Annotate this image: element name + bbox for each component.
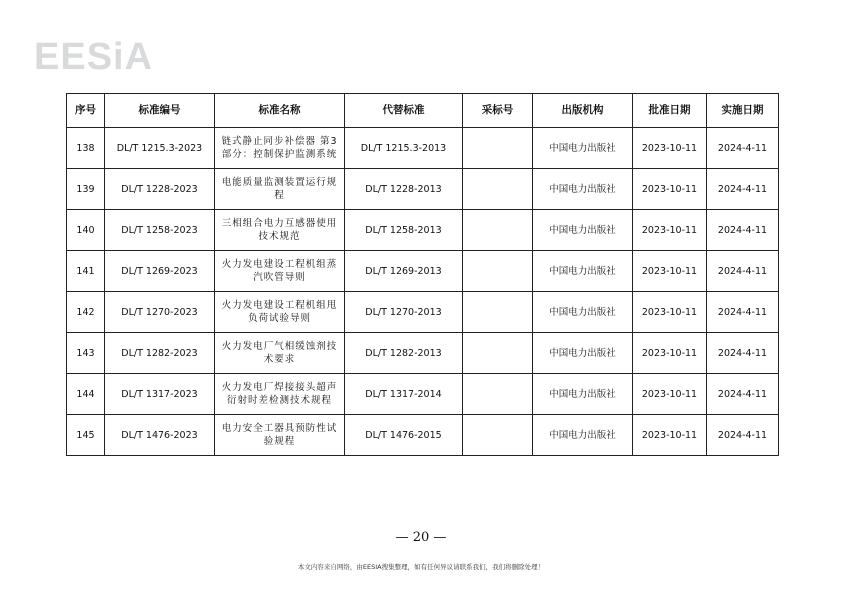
cell-effective: 2024-4-11 xyxy=(707,292,779,333)
cell-effective: 2024-4-11 xyxy=(707,128,779,169)
cell-adopt xyxy=(463,128,533,169)
cell-adopt xyxy=(463,251,533,292)
cell-no: 145 xyxy=(67,415,105,456)
table-row xyxy=(67,251,779,292)
cell-code: DL/T 1228-2023 xyxy=(105,169,215,210)
cell-replaces: DL/T 1317-2014 xyxy=(345,374,463,415)
table-row xyxy=(67,374,779,415)
cell-publisher: 中国电力出版社 xyxy=(533,128,633,169)
table-row xyxy=(67,333,779,374)
cell-name: 火力发电建设工程机组甩负荷试验导则 xyxy=(215,292,345,333)
cell-code: DL/T 1270-2023 xyxy=(105,292,215,333)
cell-replaces: DL/T 1228-2013 xyxy=(345,169,463,210)
cell-approved: 2023-10-11 xyxy=(633,128,707,169)
cell-code: DL/T 1269-2023 xyxy=(105,251,215,292)
cell-effective: 2024-4-11 xyxy=(707,333,779,374)
cell-no: 138 xyxy=(67,128,105,169)
cell-effective: 2024-4-11 xyxy=(707,415,779,456)
cell-name: 火力发电建设工程机组蒸汽吹管导则 xyxy=(215,251,345,292)
cell-publisher: 中国电力出版社 xyxy=(533,292,633,333)
cell-replaces: DL/T 1282-2013 xyxy=(345,333,463,374)
cell-effective: 2024-4-11 xyxy=(707,210,779,251)
cell-replaces: DL/T 1215.3-2013 xyxy=(345,128,463,169)
cell-publisher: 中国电力出版社 xyxy=(533,210,633,251)
cell-no: 142 xyxy=(67,292,105,333)
cell-code: DL/T 1317-2023 xyxy=(105,374,215,415)
cell-no: 144 xyxy=(67,374,105,415)
cell-approved: 2023-10-11 xyxy=(633,210,707,251)
cell-code: DL/T 1215.3-2023 xyxy=(105,128,215,169)
cell-publisher: 中国电力出版社 xyxy=(533,251,633,292)
cell-no: 141 xyxy=(67,251,105,292)
cell-effective: 2024-4-11 xyxy=(707,169,779,210)
cell-adopt xyxy=(463,333,533,374)
cell-name: 火力发电厂焊接接头超声衍射时差检测技术规程 xyxy=(215,374,345,415)
cell-publisher: 中国电力出版社 xyxy=(533,415,633,456)
footer-note: 本文内容来自网络，由EESIA搜集整理，如有任何异议请联系我们，我们将删除处理！ xyxy=(297,563,545,571)
standards-table xyxy=(66,93,779,456)
page-number: — 20 — xyxy=(395,530,447,545)
cell-no: 140 xyxy=(67,210,105,251)
cell-adopt xyxy=(463,292,533,333)
table-row xyxy=(67,169,779,210)
cell-replaces: DL/T 1476-2015 xyxy=(345,415,463,456)
cell-approved: 2023-10-11 xyxy=(633,292,707,333)
cell-publisher: 中国电力出版社 xyxy=(533,333,633,374)
cell-code: DL/T 1282-2023 xyxy=(105,333,215,374)
cell-adopt xyxy=(463,374,533,415)
cell-name: 电能质量监测装置运行规程 xyxy=(215,169,345,210)
header-effective: 实施日期 xyxy=(707,94,779,128)
cell-approved: 2023-10-11 xyxy=(633,374,707,415)
table-header-row xyxy=(67,94,779,128)
cell-effective: 2024-4-11 xyxy=(707,251,779,292)
header-replaces: 代替标准 xyxy=(345,94,463,128)
cell-name: 三相组合电力互感器使用技术规范 xyxy=(215,210,345,251)
cell-publisher: 中国电力出版社 xyxy=(533,374,633,415)
table-row xyxy=(67,128,779,169)
cell-replaces: DL/T 1269-2013 xyxy=(345,251,463,292)
cell-no: 139 xyxy=(67,169,105,210)
cell-name: 火力发电厂气相缓蚀剂技术要求 xyxy=(215,333,345,374)
table-row xyxy=(67,210,779,251)
table-row xyxy=(67,415,779,456)
cell-name: 电力安全工器具预防性试验规程 xyxy=(215,415,345,456)
cell-no: 143 xyxy=(67,333,105,374)
cell-adopt xyxy=(463,169,533,210)
cell-publisher: 中国电力出版社 xyxy=(533,169,633,210)
header-code: 标准编号 xyxy=(105,94,215,128)
cell-adopt xyxy=(463,210,533,251)
header-no: 序号 xyxy=(67,94,105,128)
header-adopt: 采标号 xyxy=(463,94,533,128)
header-publisher: 出版机构 xyxy=(533,94,633,128)
cell-replaces: DL/T 1258-2013 xyxy=(345,210,463,251)
cell-approved: 2023-10-11 xyxy=(633,333,707,374)
cell-approved: 2023-10-11 xyxy=(633,251,707,292)
cell-name: 链式静止同步补偿器 第3部分：控制保护监测系统 xyxy=(215,128,345,169)
table-row xyxy=(67,292,779,333)
header-name: 标准名称 xyxy=(215,94,345,128)
cell-code: DL/T 1258-2023 xyxy=(105,210,215,251)
cell-approved: 2023-10-11 xyxy=(633,169,707,210)
eesia-logo: EESiA xyxy=(34,36,154,78)
cell-approved: 2023-10-11 xyxy=(633,415,707,456)
cell-code: DL/T 1476-2023 xyxy=(105,415,215,456)
cell-adopt xyxy=(463,415,533,456)
header-approved: 批准日期 xyxy=(633,94,707,128)
cell-replaces: DL/T 1270-2013 xyxy=(345,292,463,333)
cell-effective: 2024-4-11 xyxy=(707,374,779,415)
